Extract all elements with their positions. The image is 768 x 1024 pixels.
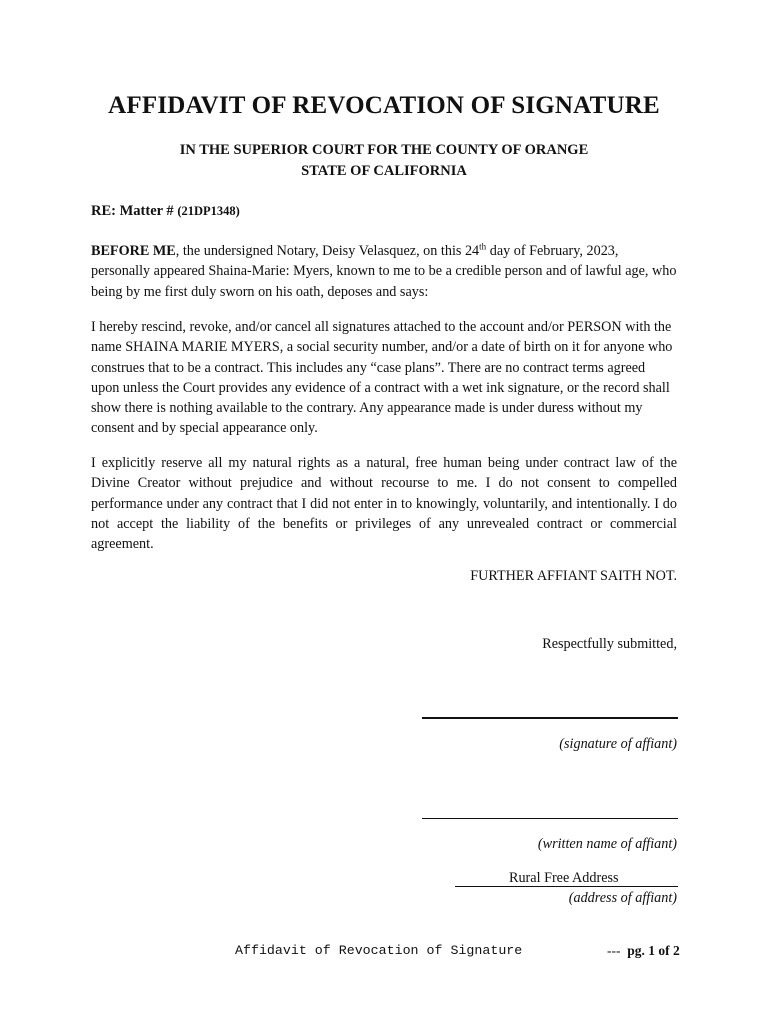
matter-label: RE: Matter # — [91, 203, 178, 219]
address-caption: (address of affiant) — [568, 890, 677, 906]
footer-dashes: --- — [607, 943, 621, 958]
page-indicator — [607, 943, 680, 959]
notary-paragraph — [91, 241, 677, 302]
document-title: AFFIDAVIT OF REVOCATION OF SIGNATURE — [108, 92, 660, 119]
notary-text-b: day of February, 2023, personally appeared Shaina-Marie: Myers, known to me to be a credible person and of lawful age, who being by me first duly sworn on his oath, deposes and says: — [91, 243, 677, 300]
signature-caption: (signature of affiant) — [559, 736, 677, 752]
respectfully-submitted: Respectfully submitted, — [542, 636, 677, 652]
court-header — [0, 140, 768, 182]
matter-reference — [91, 203, 240, 220]
footer-title: Affidavit of Revocation of Signature — [235, 943, 523, 958]
date-ordinal: th — [479, 241, 487, 252]
page-number: pg. 1 of 2 — [627, 943, 680, 958]
rights-paragraph: I explicitly reserve all my natural rights as a natural, free human being under contract law of the Divine Creator without prejudice and without recourse to me. I do not consent to compelled performance under any contract that I did not enter in to knowingly, voluntarily, and intentionally. I do not accept the liability of the benefits or privileges of any unrevealed contract or commercial agreement. — [91, 455, 677, 553]
written-name-caption: (written name of affiant) — [537, 836, 677, 852]
further-affiant-text: FURTHER AFFIANT SAITH NOT. — [470, 568, 677, 584]
signature-line — [422, 717, 678, 719]
court-name: IN THE SUPERIOR COURT FOR THE COUNTY OF ORANGE — [179, 142, 589, 158]
written-name-line — [422, 818, 678, 819]
matter-number: (21DP1348) — [177, 204, 240, 218]
before-me-lead: BEFORE ME — [91, 243, 176, 259]
court-state: STATE OF CALIFORNIA — [301, 163, 467, 179]
revocation-paragraph: I hereby rescind, revoke, and/or cancel all signatures attached to the account and/or PERSON with the name SHAINA MARIE MYERS, a social security number, and/or a date of birth on it for anyone who construes that to be a contract. This includes any “case plans”. There are no contract terms agreed upon unless the Court provides any evidence of a contract with a wet ink signature, or the record shall show there is nothing available to the contrary. Any appearance made is under duress without my consent and by special appearance only. — [91, 319, 673, 437]
address-value: Rural Free Address — [509, 870, 619, 886]
notary-text-a: , the undersigned Notary, Deisy Velasquez, on this 24 — [175, 243, 480, 259]
address-line — [455, 870, 678, 887]
